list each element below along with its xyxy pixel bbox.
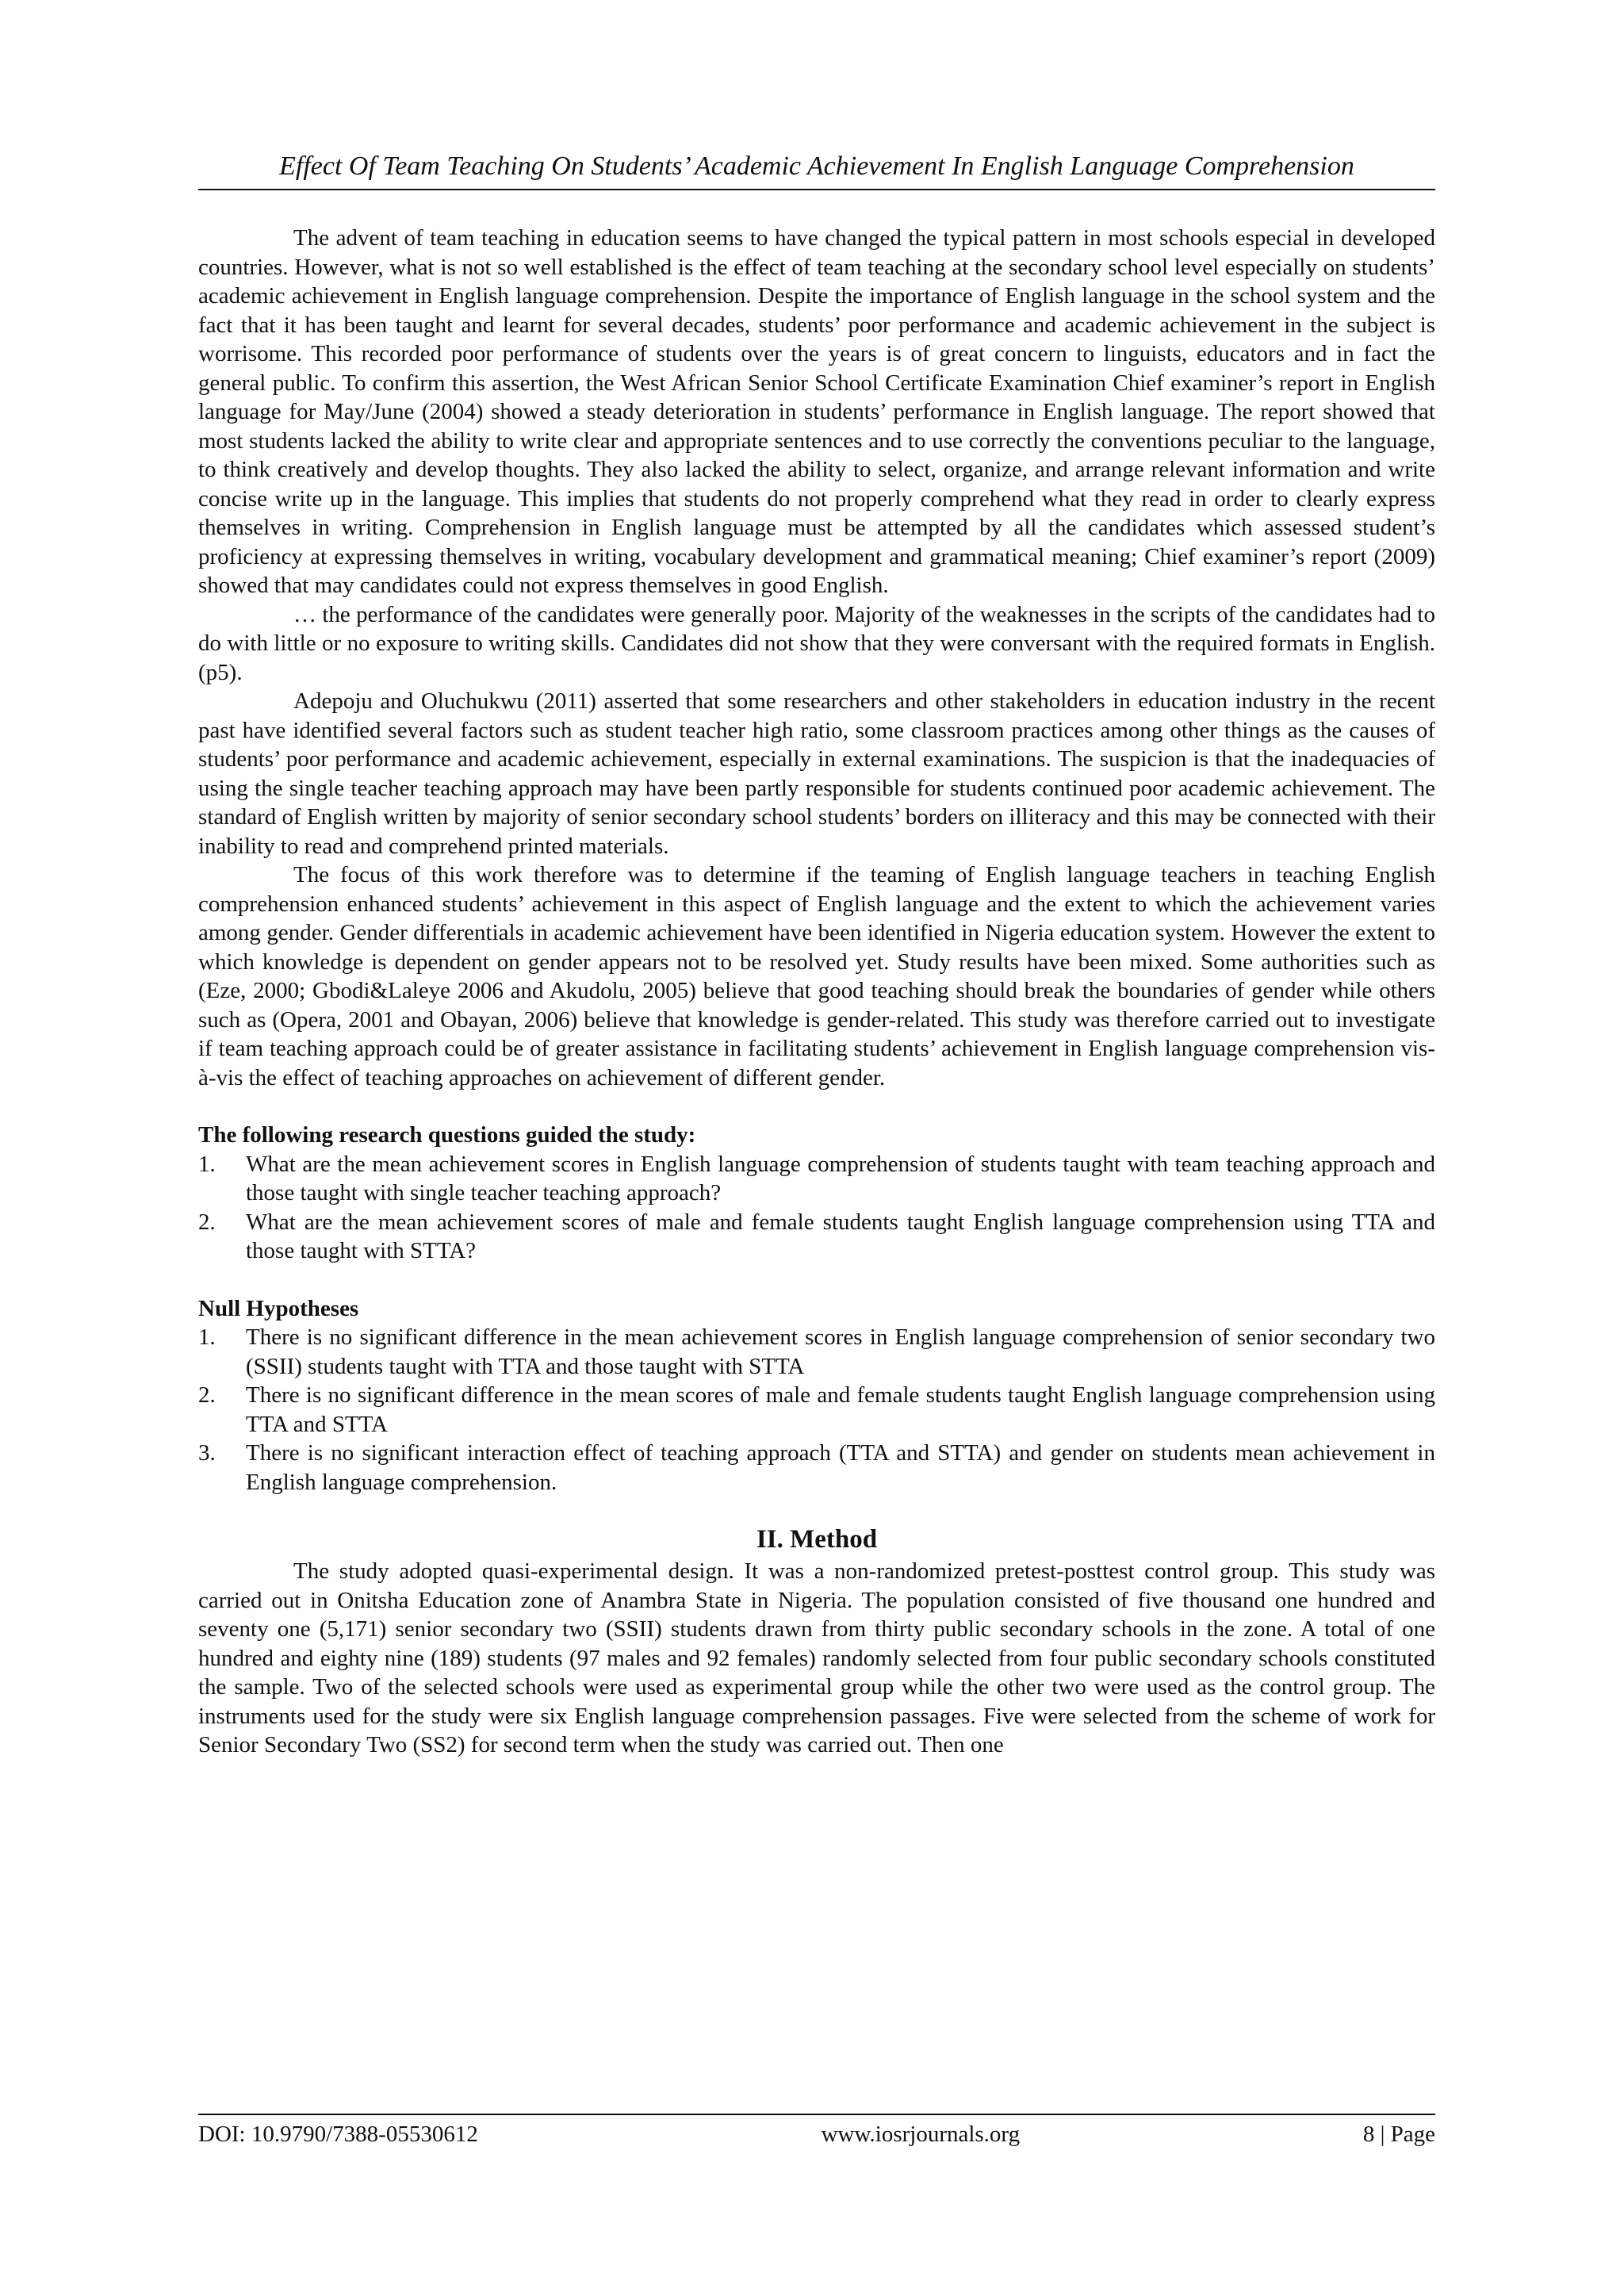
list-number: 2.: [198, 1209, 216, 1235]
hypotheses-heading: Null Hypotheses: [198, 1295, 359, 1321]
intro-quote: … the performance of the candidates were generally poor. Majority of the weaknesses in the scripts of the candidates had to do with little or no exposure to writing skills. Candidates did not show that they were conversant with the required formats in English. (p5).: [198, 601, 1435, 685]
page-footer: [198, 2114, 1435, 2148]
list-item: [198, 1208, 1435, 1266]
running-header: Effect Of Team Teaching On Students’ Academic Achievement In English Language Comprehension: [198, 151, 1435, 190]
list-item: [198, 1381, 1435, 1439]
list-text: What are the mean achievement scores in English language comprehension of students taught with team teaching approach and those taught with single teacher teaching approach?: [246, 1151, 1435, 1205]
list-number: 1.: [198, 1324, 216, 1350]
list-number: 3.: [198, 1440, 216, 1466]
list-text: There is no significant difference in the mean achievement scores in English language comprehension of senior secondary two (SSII) students taught with TTA and those taught with STTA: [246, 1324, 1435, 1379]
list-item: [198, 1323, 1435, 1381]
list-number: 2.: [198, 1382, 216, 1408]
list-item: [198, 1439, 1435, 1497]
method-section: [198, 1524, 1435, 1760]
list-text: There is no significant interaction effect of teaching approach (TTA and STTA) and gender on students mean achievement in English language comprehension.: [246, 1440, 1435, 1495]
method-paragraph: The study adopted quasi-experimental design. It was a non-randomized pretest-posttest control group. This study was carried out in Onitsha Education zone of Anambra State in Nigeria. The population consisted of five thousand one hundred and seventy one (5,171) senior secondary two (SSII) students drawn from thirty public secondary schools in the zone. A total of one hundred and eighty nine (189) students (97 males and 92 females) randomly selected from four public secondary schools constituted the sample. Two of the selected schools were used as experimental group while the other two were used as the control group. The instruments used for the study were six English language comprehension passages. Five were selected from the scheme of work for Senior Secondary Two (SS2) for second term when the study was carried out. Then one: [198, 1558, 1435, 1757]
intro-paragraph-2: Adepoju and Oluchukwu (2011) asserted that some researchers and other stakeholders in education industry in the recent past have identified several factors such as student teacher high ratio, some classroom practices among other things as the causes of students’ poor performance and academic achievement, especially in external examinations. The suspicion is that the inadequacies of using the single teacher teaching approach may have been partly responsible for students continued poor academic achievement. The standard of English written by majority of senior secondary school students’ borders on illiteracy and this may be connected with their inability to read and comprehend printed materials.: [198, 688, 1435, 859]
research-questions-heading: The following research questions guided the study:: [198, 1122, 696, 1148]
list-text: What are the mean achievement scores of male and female students taught English language comprehension using TTA and those taught with STTA?: [246, 1209, 1435, 1263]
research-questions-section: [198, 1121, 1435, 1266]
hypotheses-list: [198, 1323, 1435, 1497]
page-body: [198, 151, 1435, 1760]
footer-site: www.iosrjournals.org: [821, 2122, 1021, 2147]
method-heading: II. Method: [756, 1525, 878, 1554]
footer-doi: DOI: 10.9790/7388-05530612: [198, 2122, 478, 2147]
footer-page-number: 8 | Page: [1362, 2122, 1435, 2147]
list-item: [198, 1150, 1435, 1208]
list-number: 1.: [198, 1151, 216, 1177]
intro-paragraph-3: The focus of this work therefore was to determine if the teaming of English language teachers in teaching English comprehension enhanced students’ achievement in this aspect of English language and the extent to which the achievement varies among gender. Gender differentials in academic achievement have been identified in Nigeria education system. However the extent to which knowledge is dependent on gender appears not to be resolved yet. Study results have been mixed. Some authorities such as (Eze, 2000; Gbodi&Laleye 2006 and Akudolu, 2005) believe that good teaching should break the boundaries of gender while others such as (Opera, 2001 and Obayan, 2006) believe that knowledge is gender-related. This study was therefore carried out to investigate if team teaching approach could be of greater assistance in facilitating students’ achievement in English language comprehension vis-à-vis the effect of teaching approaches on achievement of different gender.: [198, 862, 1435, 1091]
research-questions-list: [198, 1150, 1435, 1266]
list-text: There is no significant difference in the mean scores of male and female students taught English language comprehension using TTA and STTA: [246, 1382, 1435, 1437]
introduction-section: [198, 224, 1435, 1092]
hypotheses-section: [198, 1294, 1435, 1497]
intro-paragraph-1: The advent of team teaching in education seems to have changed the typical pattern in most schools especial in developed countries. However, what is not so well established is the effect of team teaching at the secondary school level especially on students’ academic achievement in English language comprehension. Despite the importance of English language in the school system and the fact that it has been taught and learnt for several decades, students’ poor performance and academic achievement in the subject is worrisome. This recorded poor performance of students over the years is of great concern to linguists, educators and in fact the general public. To confirm this assertion, the West African Senior School Certificate Examination Chief examiner’s report in English language for May/June (2004) showed a steady deterioration in students’ performance in English language. The report showed that most students lacked the ability to write clear and appropriate sentences and to use correctly the conventions peculiar to the language, to think creatively and develop thoughts. They also lacked the ability to select, organize, and arrange relevant information and write concise write up in the language. This implies that students do not properly comprehend what they read in order to clearly express themselves in writing. Comprehension in English language must be attempted by all the candidates which assessed student’s proficiency at expressing themselves in writing, vocabulary development and grammatical meaning; Chief examiner’s report (2009) showed that may candidates could not express themselves in good English.: [198, 225, 1435, 598]
